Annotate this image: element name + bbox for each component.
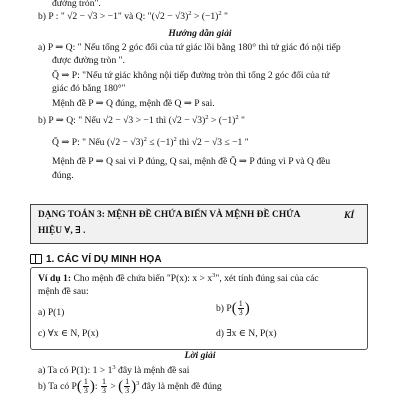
text-line: Mệnh đề P ⇒ Q đúng, mệnh đề Q ⇒ P sai.: [52, 98, 215, 109]
example-statement: Ví dụ 1: Cho mệnh đề chứa biến "P(x): $x > x^3$", xét tính đúng sai của các: [38, 272, 319, 285]
text-line: đường tròn".: [52, 0, 101, 9]
problem-type-title: DẠNG TOÁN 3: MỆNH ĐỀ CHỨA BIẾN VÀ MỆNH ĐỀ CHỨA: [38, 210, 301, 220]
text-line: mệnh đề sau:: [38, 286, 89, 297]
text-line: a) P ⇒ Q: " Nếu tổng 2 góc đối của tứ giác lồi bằng 180° thì tứ giác đó nội tiếp: [38, 42, 341, 53]
text-line: đúng.: [52, 170, 74, 181]
fraction: $\frac{1}{3}$: [238, 299, 243, 318]
option-a: a) P(1): [38, 307, 65, 318]
text-line: giác đó bằng 180°": [52, 83, 126, 94]
text-line: Mệnh đề P ⇒ Q sai vì P đúng, Q sai, mệnh đề Q̄ ⇒ P đúng vì P và Q đều: [52, 156, 331, 167]
option-d: d) ∃x ∈ N, P(x): [216, 328, 277, 339]
solution-a: a) Ta có P(1): $1 > 1^3$ đây là mệnh đề sai: [38, 364, 190, 377]
book-icon: [30, 254, 42, 263]
fraction: $\frac{1}{3}$: [125, 377, 130, 396]
problem-type-title-line2: HIỆU ∀, ∃ .: [38, 226, 86, 236]
problem-type-title-end: KÍ: [344, 210, 355, 221]
option-b: b) P( $\frac{1}{3}$ ): [216, 299, 250, 318]
statement-b: b) P : " √2 − √3 > −1" và Q: "$(√2 - √3)^2 > (-1)^2$ ": [38, 10, 228, 23]
text-line: Q̄ ⇒ P: " Nếu $(√2 - √3)^2 \le (-1)^2$ thì √2 − √3 ≤ −1 ": [52, 136, 249, 149]
option-c: c) ∀x ∈ N, P(x): [38, 328, 99, 339]
solution-b: b) Ta có P( $\frac{1}{3}$ ): $\frac{1}{3}$ > ( $\frac{1}{3}$ )$^3$ đây là mệnh đề đúng: [38, 377, 222, 396]
fraction: $\frac{1}{3}$: [101, 377, 106, 396]
fraction: $\frac{1}{3}$: [83, 377, 88, 396]
text-line: được đường tròn ".: [52, 55, 125, 66]
section-heading: 1. CÁC VÍ DỤ MINH HỌA: [30, 254, 162, 267]
text-line: Q̄ ⇒ P: "Nếu tứ giác không nội tiếp đường tròn thì tổng 2 góc đối của tứ: [52, 70, 330, 81]
section-title-huong-dan: Hướng dẫn giải: [168, 28, 232, 39]
section-title-loi-giai: Lời giải: [184, 350, 216, 361]
text-line: b) P ⇒ Q: " Nếu √2 − √3 > −1 thì $(√2 - √3)^2 > (-1)^2$ ": [38, 114, 245, 127]
